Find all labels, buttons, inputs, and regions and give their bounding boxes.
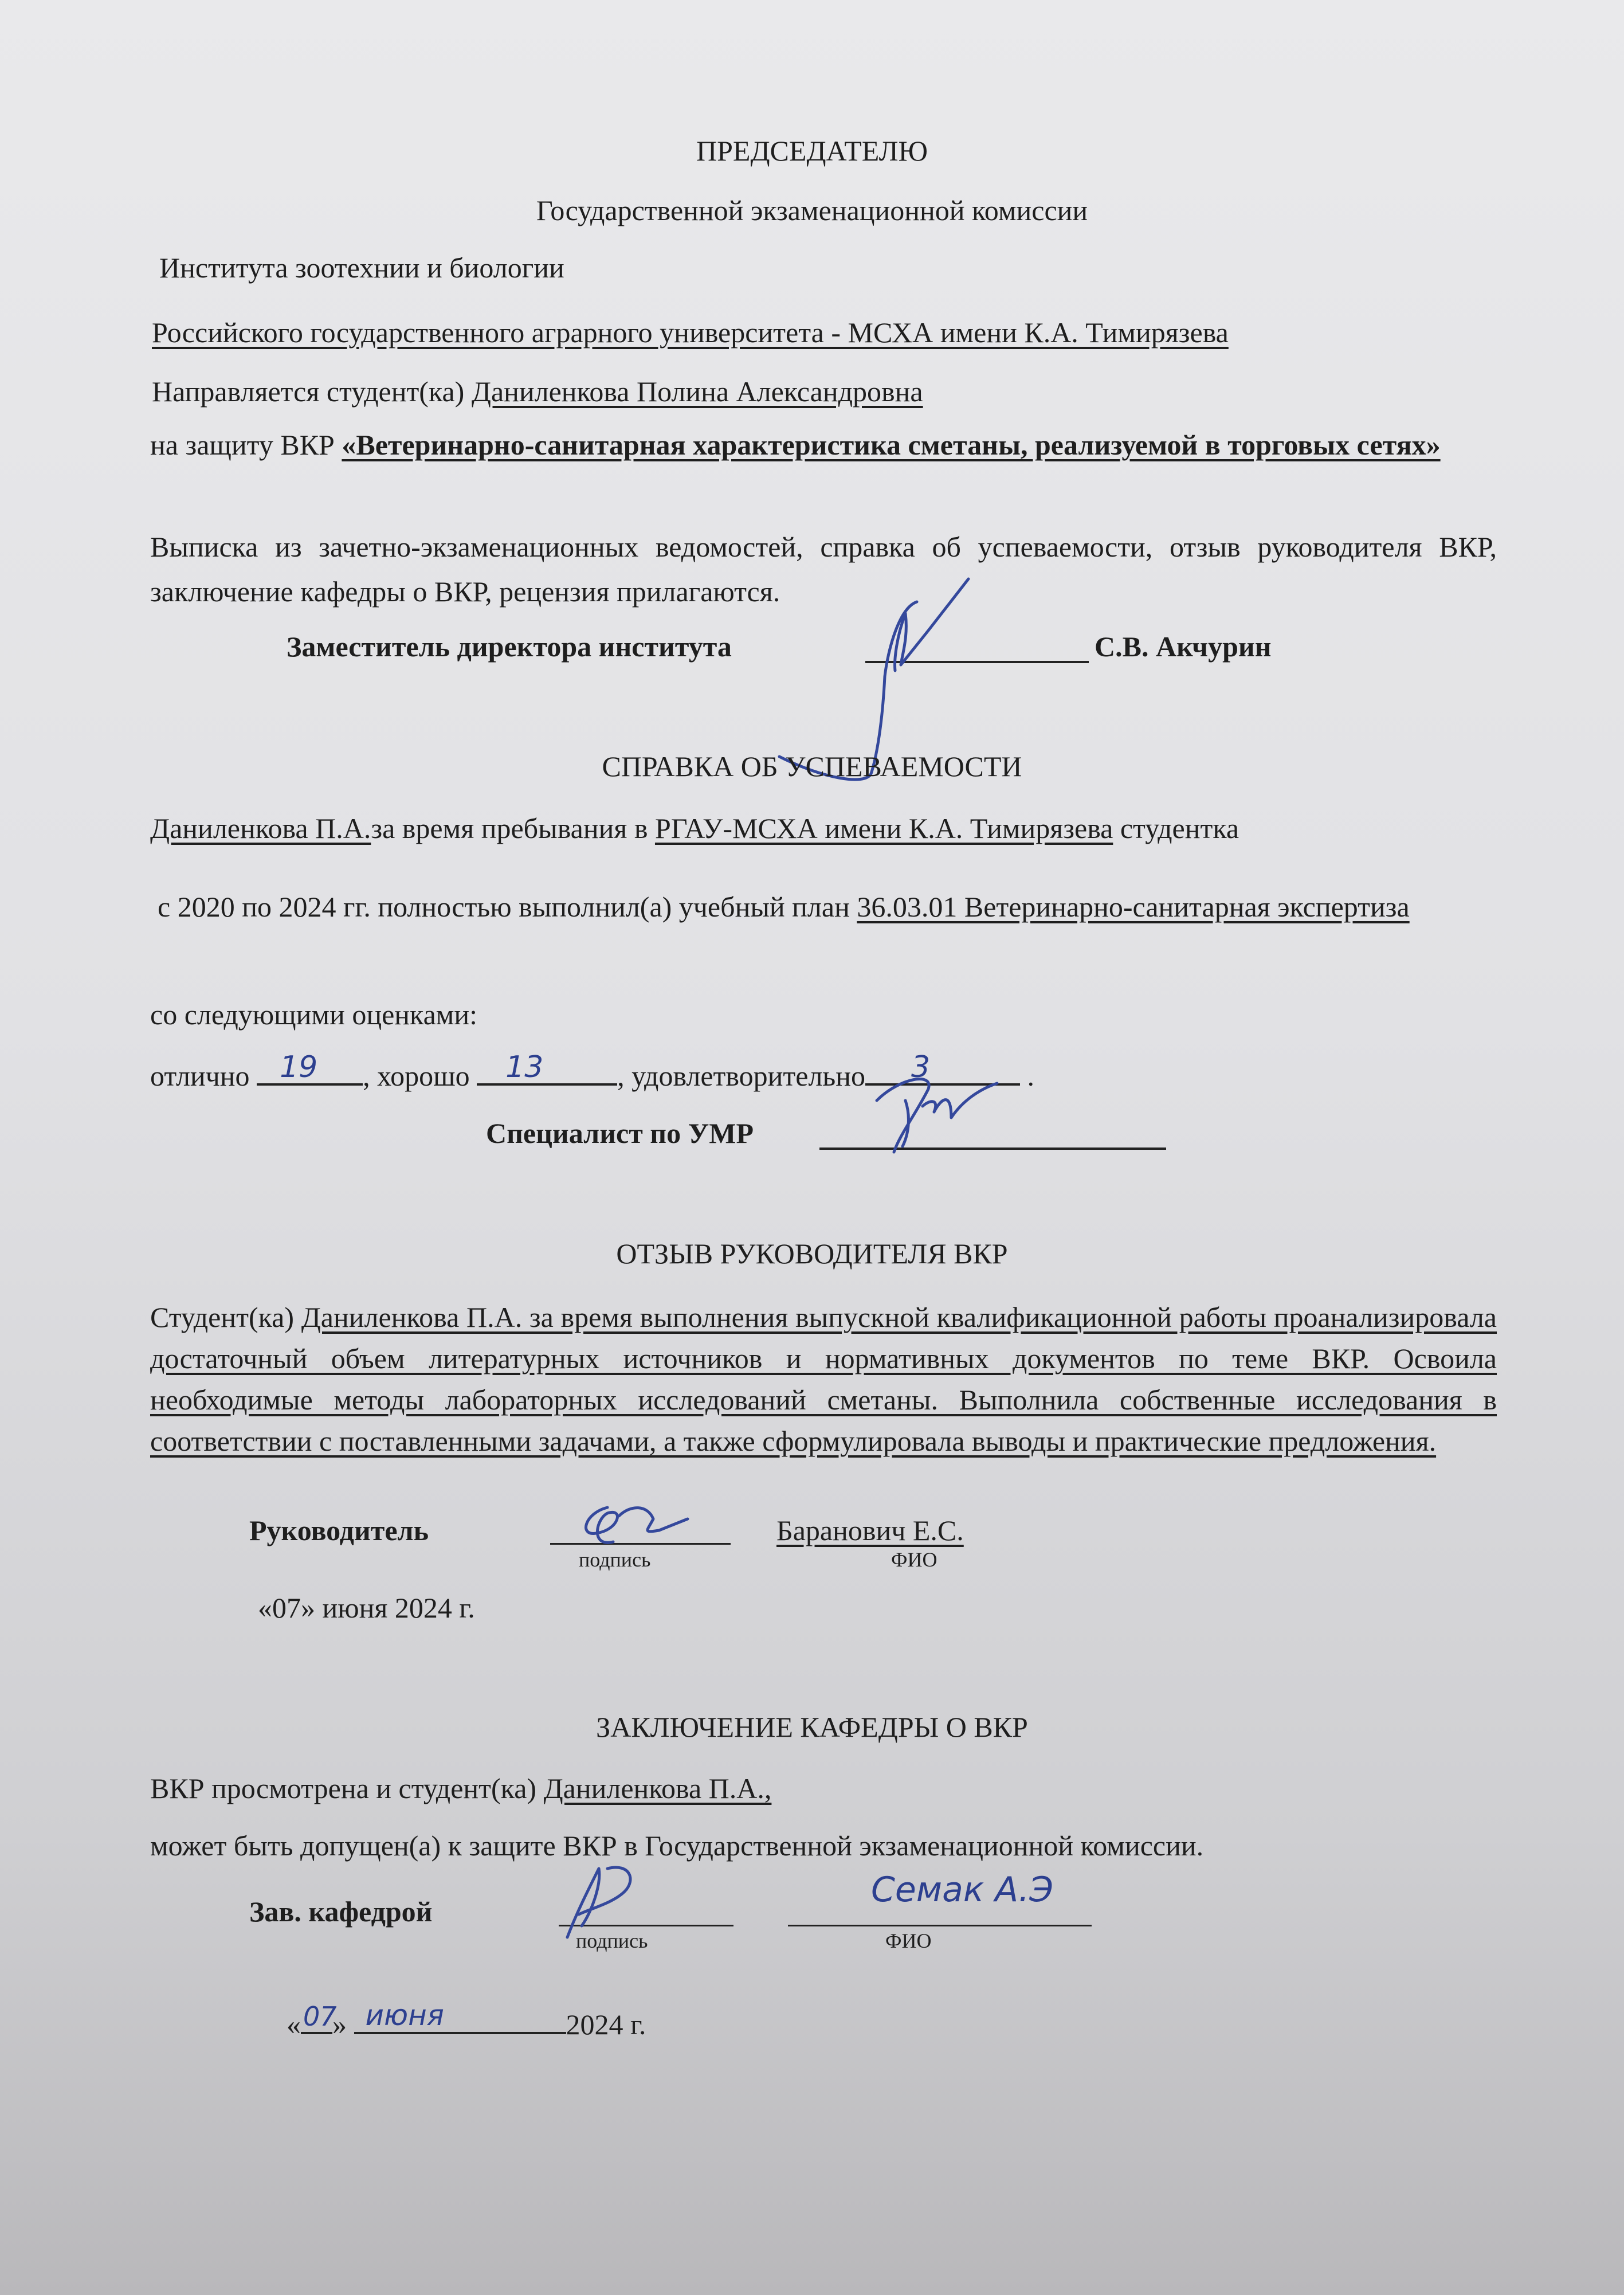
department-conclusion-line2: может быть допущен(а) к защите ВКР в Государственной экзаменационной комиссии. (150, 1830, 1204, 1862)
date-quote-open: « (287, 2008, 301, 2041)
grade-count-satisfactory: 3 (911, 1050, 931, 1084)
defense-prefix: на защиту ВКР (150, 429, 335, 461)
grade-blank-excellent (257, 1050, 363, 1086)
grades-intro: со следующими оценками: (150, 998, 478, 1031)
date-day-blank (301, 2001, 337, 2034)
specialist-label: Специалист по УМР (486, 1117, 754, 1149)
date-month: июня (365, 1999, 444, 2032)
university-short: РГАУ-МСХА имени К.А. Тимирязева (654, 812, 1113, 844)
attachments-paragraph: Выписка из зачетно-экзаменационных ведомостей, справка об успеваемости, отзыв руководителя ВКР, заключение кафедры о ВКР, рецензия прилагаются. (150, 531, 1497, 608)
supervisor-review-title: ОТЗЫВ РУКОВОДИТЕЛЯ ВКР (616, 1237, 1008, 1270)
record-text-2: студентка (1120, 812, 1239, 844)
record-text-3: с 2020 по 2024 гг. полностью выполнил(а) учебный план (158, 891, 850, 923)
grade-count-excellent: 19 (280, 1050, 318, 1084)
deputy-director-label: Заместитель директора института (287, 630, 732, 663)
student-short-name: Даниленкова П.А. (150, 812, 371, 844)
deputy-director-name: С.В. Акчурин (1095, 630, 1272, 663)
supervisor-review-body (150, 1297, 1497, 1462)
program-name: 36.03.01 Ветеринарно-санитарная экспертиза (857, 891, 1410, 923)
department-head-name: Семак А.Э (871, 1870, 1054, 1910)
grades-line: отлично 19 , хорошо 13 , удовлетворительно 3 . (150, 1050, 1034, 1092)
department-head-name-caption: ФИО (885, 1929, 932, 1952)
specialist-signature (865, 1066, 1014, 1158)
department-conclusion-title: ЗАКЛЮЧЕНИЕ КАФЕДРЫ О ВКР (596, 1711, 1028, 1743)
supervisor-name: Баранович Е.С. (776, 1514, 964, 1546)
supervisor-name-caption: ФИО (891, 1548, 937, 1571)
department-date (287, 1999, 646, 2041)
thesis-paragraph (150, 424, 1497, 465)
supervisor-signature-caption: подпись (579, 1548, 651, 1571)
grade-label-satisfactory: удовлетворительно (631, 1060, 865, 1092)
student-line (152, 377, 923, 406)
grade-blank-good (477, 1050, 617, 1086)
conclusion-student-name: Даниленкова П.А., (543, 1772, 772, 1804)
supervisor-date: «07» июня 2024 г. (258, 1592, 475, 1624)
university-line: Российского государственного аграрного университета - МСХА имени К.А. Тимирязева (152, 316, 1229, 348)
date-year: 2024 г. (566, 2008, 646, 2041)
addressee-heading: ПРЕДСЕДАТЕЛЮ (696, 135, 928, 167)
academic-record-title: СПРАВКА ОБ УСПЕВАЕМОСТИ (602, 750, 1022, 782)
student-prefix: Направляется студент(ка) (152, 375, 465, 408)
student-full-name: Даниленкова Полина Александровна (471, 375, 923, 408)
thesis-title: «Ветеринарно-санитарная характеристика сметаны, реализуемой в торговых сетях» (342, 429, 1441, 461)
department-conclusion-line1 (150, 1774, 771, 1803)
department-head-label: Зав. кафедрой (249, 1895, 433, 1928)
record-text-1: за время пребывания в (371, 812, 648, 844)
date-month-blank (354, 1999, 566, 2034)
academic-record-line1 (150, 814, 1239, 843)
date-quote-close: » (332, 2008, 347, 2041)
supervisor-role-label: Руководитель (249, 1514, 429, 1546)
grade-count-good: 13 (505, 1050, 544, 1084)
grade-label-good: хорошо (377, 1060, 470, 1092)
institute-line: Института зоотехнии и биологии (159, 252, 564, 284)
academic-record-line2 (158, 877, 1499, 937)
commission-line: Государственной экзаменационной комиссии (536, 194, 1088, 226)
review-text: Даниленкова П.А. за время выполнения выпускной квалификационной работы проанализировала достаточный объем литературных источников и нормативных документов по теме ВКР. Освоила необходимые методы лабораторных исследований сметаны. Выполнила собственные исследования в соответствии с поставленными задачами, а также сформулировала выводы и практические предложения. (150, 1301, 1497, 1457)
department-head-signature-caption: подпись (576, 1929, 648, 1952)
grade-label-excellent: отлично (150, 1060, 250, 1092)
review-prefix: Студент(ка) (150, 1301, 295, 1333)
date-day: 07 (303, 2001, 337, 2032)
conclusion-prefix: ВКР просмотрена и студент(ка) (150, 1772, 537, 1804)
